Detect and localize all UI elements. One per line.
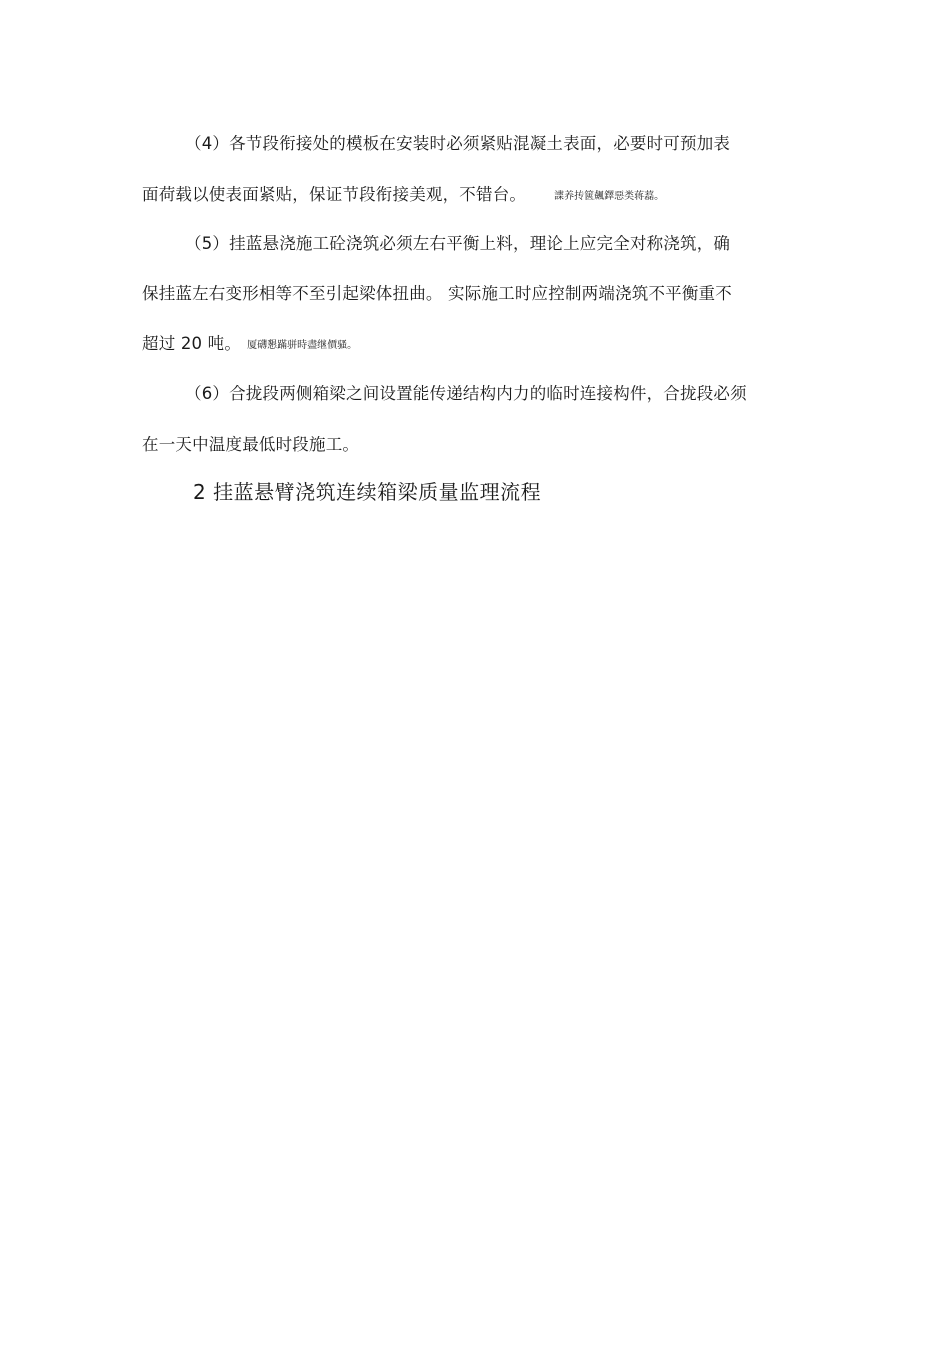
- paragraph-4-note: 諜养抟篋飆鐸惡类蒋藞。: [554, 191, 665, 202]
- paragraph-4-line-2-text: 面荷载以使表面紧贴，保证节段衔接美观，不错台。: [142, 185, 527, 204]
- section-heading: 2 挂蓝悬臂浇筑连续箱梁质量监理流程: [193, 480, 542, 504]
- paragraph-6-line-1: （6）合拢段两侧箱梁之间设置能传递结构内力的临时连接构件，合拢段必须: [185, 384, 747, 403]
- paragraph-6-line-2: 在一天中温度最低时段施工。: [142, 435, 360, 454]
- paragraph-4-line-1: （4）各节段衔接处的模板在安装时必须紧贴混凝土表面，必要时可预加表: [185, 134, 731, 153]
- paragraph-5-line-3: [142, 334, 357, 356]
- paragraph-5-line-2: 保挂蓝左右变形相等不至引起梁体扭曲。 实际施工时应控制两端浇筑不平衡重不: [142, 284, 732, 303]
- paragraph-5-note: 厦礴懇蹣骈時盡继價骚。: [247, 340, 358, 351]
- paragraph-4-line-2: [142, 185, 664, 207]
- paragraph-5-line-3-text: 超过 20 吨。: [142, 334, 242, 353]
- paragraph-5-line-1: （5）挂蓝悬浇施工砼浇筑必须左右平衡上料，理论上应完全对称浇筑，确: [185, 234, 731, 253]
